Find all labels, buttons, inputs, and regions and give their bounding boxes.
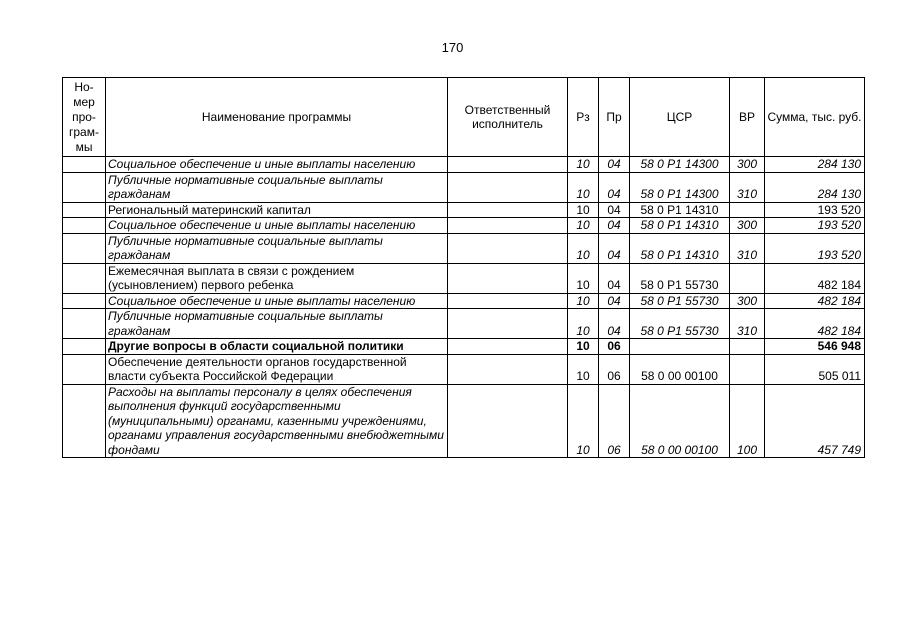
row-vr-cell: 310	[730, 309, 765, 339]
row-sum-cell: 284 130	[765, 172, 865, 202]
row-rz-cell: 10	[568, 172, 599, 202]
row-csr-cell: 58 0 Р1 55730	[630, 293, 730, 309]
header-program-number: Но- мер про- грам- мы	[63, 78, 106, 157]
row-responsible-cell	[448, 202, 568, 218]
row-vr-cell	[730, 339, 765, 355]
row-sum-cell: 546 948	[765, 339, 865, 355]
row-responsible-cell	[448, 293, 568, 309]
row-pr-cell: 04	[599, 263, 630, 293]
row-vr-cell: 100	[730, 384, 765, 458]
row-responsible-cell	[448, 172, 568, 202]
row-vr-cell	[730, 263, 765, 293]
row-csr-cell: 58 0 Р1 14300	[630, 157, 730, 173]
row-number-cell	[63, 339, 106, 355]
row-csr-cell: 58 0 Р1 14310	[630, 233, 730, 263]
table-header-row	[63, 78, 865, 157]
row-rz-cell: 10	[568, 339, 599, 355]
row-vr-cell: 310	[730, 233, 765, 263]
row-vr-cell	[730, 202, 765, 218]
row-name-cell: Публичные нормативные социальные выплаты гражданам	[106, 233, 448, 263]
row-vr-cell: 300	[730, 218, 765, 234]
row-number-cell	[63, 157, 106, 173]
row-sum-cell: 193 520	[765, 218, 865, 234]
row-csr-cell: 58 0 Р1 14300	[630, 172, 730, 202]
row-name-cell: Социальное обеспечение и иные выплаты населению	[106, 157, 448, 173]
table-row	[63, 384, 865, 458]
row-sum-cell: 482 184	[765, 263, 865, 293]
row-vr-cell: 300	[730, 157, 765, 173]
row-pr-cell: 04	[599, 172, 630, 202]
row-responsible-cell	[448, 384, 568, 458]
header-responsible: Ответственный исполнитель	[448, 78, 568, 157]
row-number-cell	[63, 384, 106, 458]
row-rz-cell: 10	[568, 157, 599, 173]
budget-table	[62, 77, 865, 458]
row-pr-cell: 04	[599, 293, 630, 309]
row-sum-cell: 193 520	[765, 233, 865, 263]
table-row	[63, 172, 865, 202]
table-row	[63, 233, 865, 263]
table-row	[63, 309, 865, 339]
row-pr-cell: 04	[599, 218, 630, 234]
row-responsible-cell	[448, 339, 568, 355]
row-number-cell	[63, 233, 106, 263]
row-name-cell: Социальное обеспечение и иные выплаты населению	[106, 218, 448, 234]
row-csr-cell: 58 0 Р1 14310	[630, 202, 730, 218]
row-sum-cell: 457 749	[765, 384, 865, 458]
row-pr-cell: 04	[599, 233, 630, 263]
row-number-cell	[63, 354, 106, 384]
row-pr-cell: 04	[599, 157, 630, 173]
table-row	[63, 202, 865, 218]
row-name-cell: Ежемесячная выплата в связи с рождением (усыновлением) первого ребенка	[106, 263, 448, 293]
table-body	[63, 157, 865, 458]
header-csr: ЦСР	[630, 78, 730, 157]
row-pr-cell: 06	[599, 384, 630, 458]
header-vr: ВР	[730, 78, 765, 157]
row-pr-cell: 04	[599, 202, 630, 218]
row-responsible-cell	[448, 354, 568, 384]
row-rz-cell: 10	[568, 233, 599, 263]
row-number-cell	[63, 202, 106, 218]
row-responsible-cell	[448, 157, 568, 173]
row-csr-cell: 58 0 Р1 14310	[630, 218, 730, 234]
header-program-name: Наименование программы	[106, 78, 448, 157]
row-csr-cell: 58 0 00 00100	[630, 354, 730, 384]
row-responsible-cell	[448, 218, 568, 234]
row-name-cell: Социальное обеспечение и иные выплаты населению	[106, 293, 448, 309]
header-pr: Пр	[599, 78, 630, 157]
row-number-cell	[63, 263, 106, 293]
row-responsible-cell	[448, 263, 568, 293]
row-number-cell	[63, 218, 106, 234]
row-csr-cell: 58 0 00 00100	[630, 384, 730, 458]
row-rz-cell: 10	[568, 263, 599, 293]
row-sum-cell: 505 011	[765, 354, 865, 384]
row-number-cell	[63, 172, 106, 202]
row-csr-cell: 58 0 Р1 55730	[630, 309, 730, 339]
row-rz-cell: 10	[568, 202, 599, 218]
row-name-cell: Другие вопросы в области социальной политики	[106, 339, 448, 355]
row-rz-cell: 10	[568, 218, 599, 234]
row-responsible-cell	[448, 233, 568, 263]
row-sum-cell: 193 520	[765, 202, 865, 218]
row-pr-cell: 04	[599, 309, 630, 339]
row-rz-cell: 10	[568, 293, 599, 309]
row-sum-cell: 284 130	[765, 157, 865, 173]
row-csr-cell: 58 0 Р1 55730	[630, 263, 730, 293]
row-number-cell	[63, 309, 106, 339]
row-name-cell: Публичные нормативные социальные выплаты гражданам	[106, 172, 448, 202]
row-pr-cell: 06	[599, 339, 630, 355]
row-vr-cell	[730, 354, 765, 384]
table-row	[63, 293, 865, 309]
header-sum: Сумма, тыс. руб.	[765, 78, 865, 157]
row-sum-cell: 482 184	[765, 309, 865, 339]
row-name-cell: Расходы на выплаты персоналу в целях обеспечения выполнения функций государственными (муниципальными) органами, казенными учреждениями, органами управления государственными внебюджетными фондами	[106, 384, 448, 458]
row-vr-cell: 310	[730, 172, 765, 202]
row-number-cell	[63, 293, 106, 309]
row-rz-cell: 10	[568, 354, 599, 384]
row-name-cell: Обеспечение деятельности органов государственной власти субъекта Российской Федерации	[106, 354, 448, 384]
row-sum-cell: 482 184	[765, 293, 865, 309]
header-rz: Рз	[568, 78, 599, 157]
row-rz-cell: 10	[568, 309, 599, 339]
row-csr-cell	[630, 339, 730, 355]
table-row	[63, 157, 865, 173]
row-name-cell: Региональный материнский капитал	[106, 202, 448, 218]
table-row	[63, 263, 865, 293]
row-name-cell: Публичные нормативные социальные выплаты гражданам	[106, 309, 448, 339]
row-pr-cell: 06	[599, 354, 630, 384]
table-row	[63, 339, 865, 355]
row-vr-cell: 300	[730, 293, 765, 309]
row-responsible-cell	[448, 309, 568, 339]
row-rz-cell: 10	[568, 384, 599, 458]
page-number: 170	[441, 40, 464, 55]
table-row	[63, 354, 865, 384]
table-row	[63, 218, 865, 234]
